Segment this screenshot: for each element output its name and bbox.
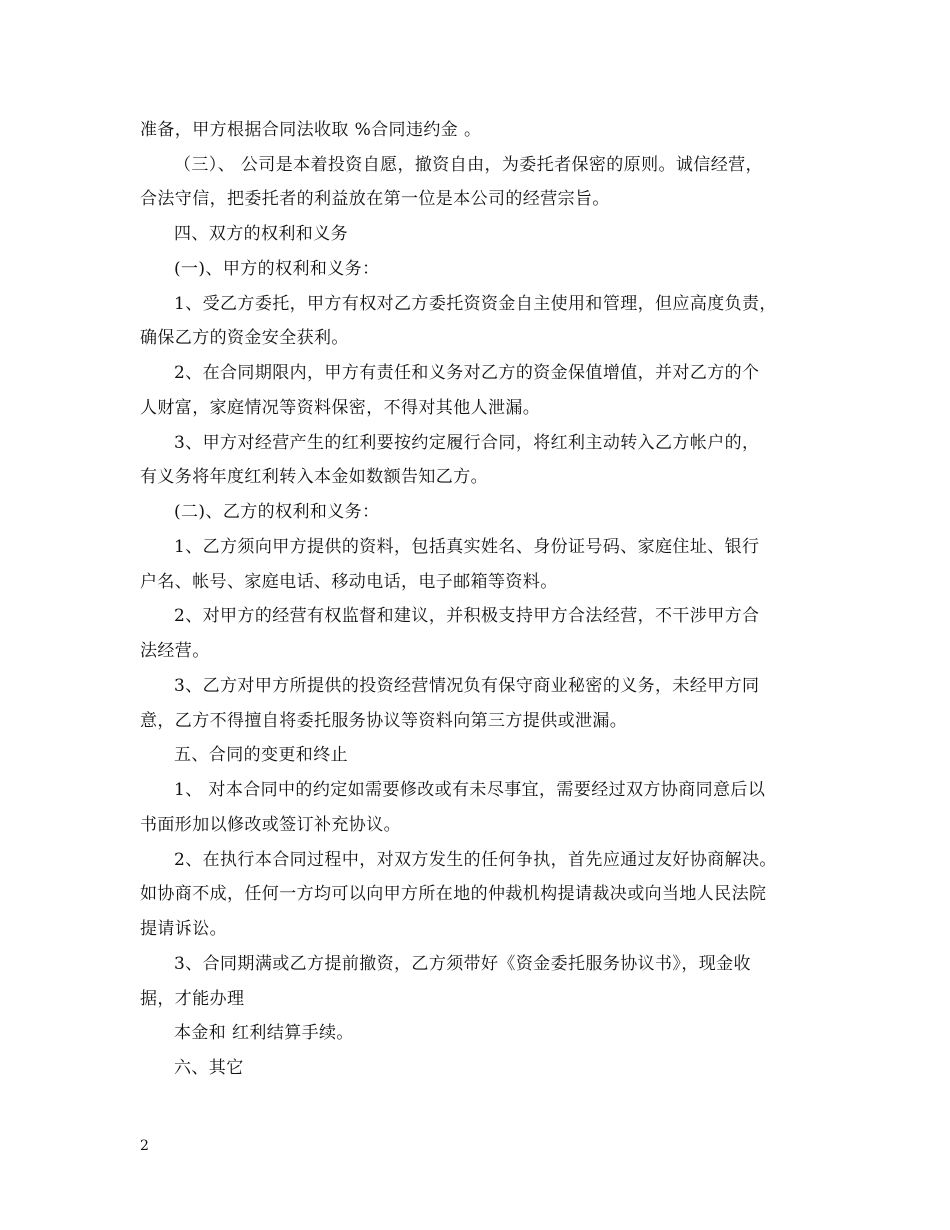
subsection-heading: (一)、甲方的权利和义务：	[174, 259, 380, 279]
text-line: 3、甲方对经营产生的红利要按约定履行合同，将红利主动转入乙方帐户的，	[174, 433, 760, 453]
subsection-heading: (二)、乙方的权利和义务：	[174, 502, 380, 522]
text-line: 意，乙方不得擅自将委托服务协议等资料向第三方提供或泄漏。	[140, 711, 628, 731]
text-line: 合法守信，把委托者的利益放在第一位是本公司的经营宗旨。	[140, 189, 610, 209]
text-line: 3、合同期满或乙方提前撤资，乙方须带好《资金委托服务协议书》，现金收	[174, 954, 751, 974]
text-line: 据，才能办理	[140, 989, 245, 1009]
text-line: 3、乙方对甲方所提供的投资经营情况负有保守商业秘密的义务，未经甲方同	[174, 676, 760, 696]
text-line: 确保乙方的资金安全获利。	[140, 328, 349, 348]
text-line: 书面形加以修改或签订补充协议。	[140, 815, 401, 835]
text-line: 提请诉讼。	[140, 919, 227, 939]
text-line: 2、在合同期限内，甲方有责任和义务对乙方的资金保值增值，并对乙方的个	[174, 363, 760, 383]
text-line: 1、乙方须向甲方提供的资料，包括真实姓名、身份证号码、家庭住址、银行	[174, 537, 760, 557]
text-line: 本金和 红利结算手续。	[174, 1023, 354, 1043]
text-line: 人财富，家庭情况等资料保密，不得对其他人泄漏。	[140, 398, 541, 418]
text-line: 法经营。	[140, 641, 210, 661]
text-line: 1、受乙方委托，甲方有权对乙方委托资资金自主使用和管理，但应高度负责，	[174, 294, 777, 314]
section-heading: 六、其它	[174, 1058, 244, 1078]
text-line: 如协商不成，任何一方均可以向甲方所在地的仲裁机构提请裁决或向当地人民法院	[140, 884, 767, 904]
section-heading: 五、合同的变更和终止	[174, 745, 348, 765]
text-line: （三）、 公司是本着投资自愿，撤资自由，为委托者保密的原则。诚信经营，	[174, 155, 763, 175]
text-line: 有义务将年度红利转入本金如数额告知乙方。	[140, 467, 488, 487]
text-line: 2、在执行本合同过程中，对双方发生的任何争执，首先应通过友好协商解决。	[174, 850, 777, 870]
section-heading: 四、双方的权利和义务	[174, 224, 348, 244]
text-line: 1、 对本合同中的约定如需要修改或有未尽事宜，需要经过双方协商同意后以	[174, 780, 766, 800]
text-line: 2、对甲方的经营有权监督和建议，并积极支持甲方合法经营，不干涉甲方合	[174, 606, 760, 626]
text-line: 准备，甲方根据合同法收取 %合同违约金 。	[140, 120, 482, 140]
text-line: 户名、帐号、家庭电话、移动电话，电子邮箱等资料。	[140, 572, 558, 592]
page-number: 2	[140, 1138, 149, 1154]
